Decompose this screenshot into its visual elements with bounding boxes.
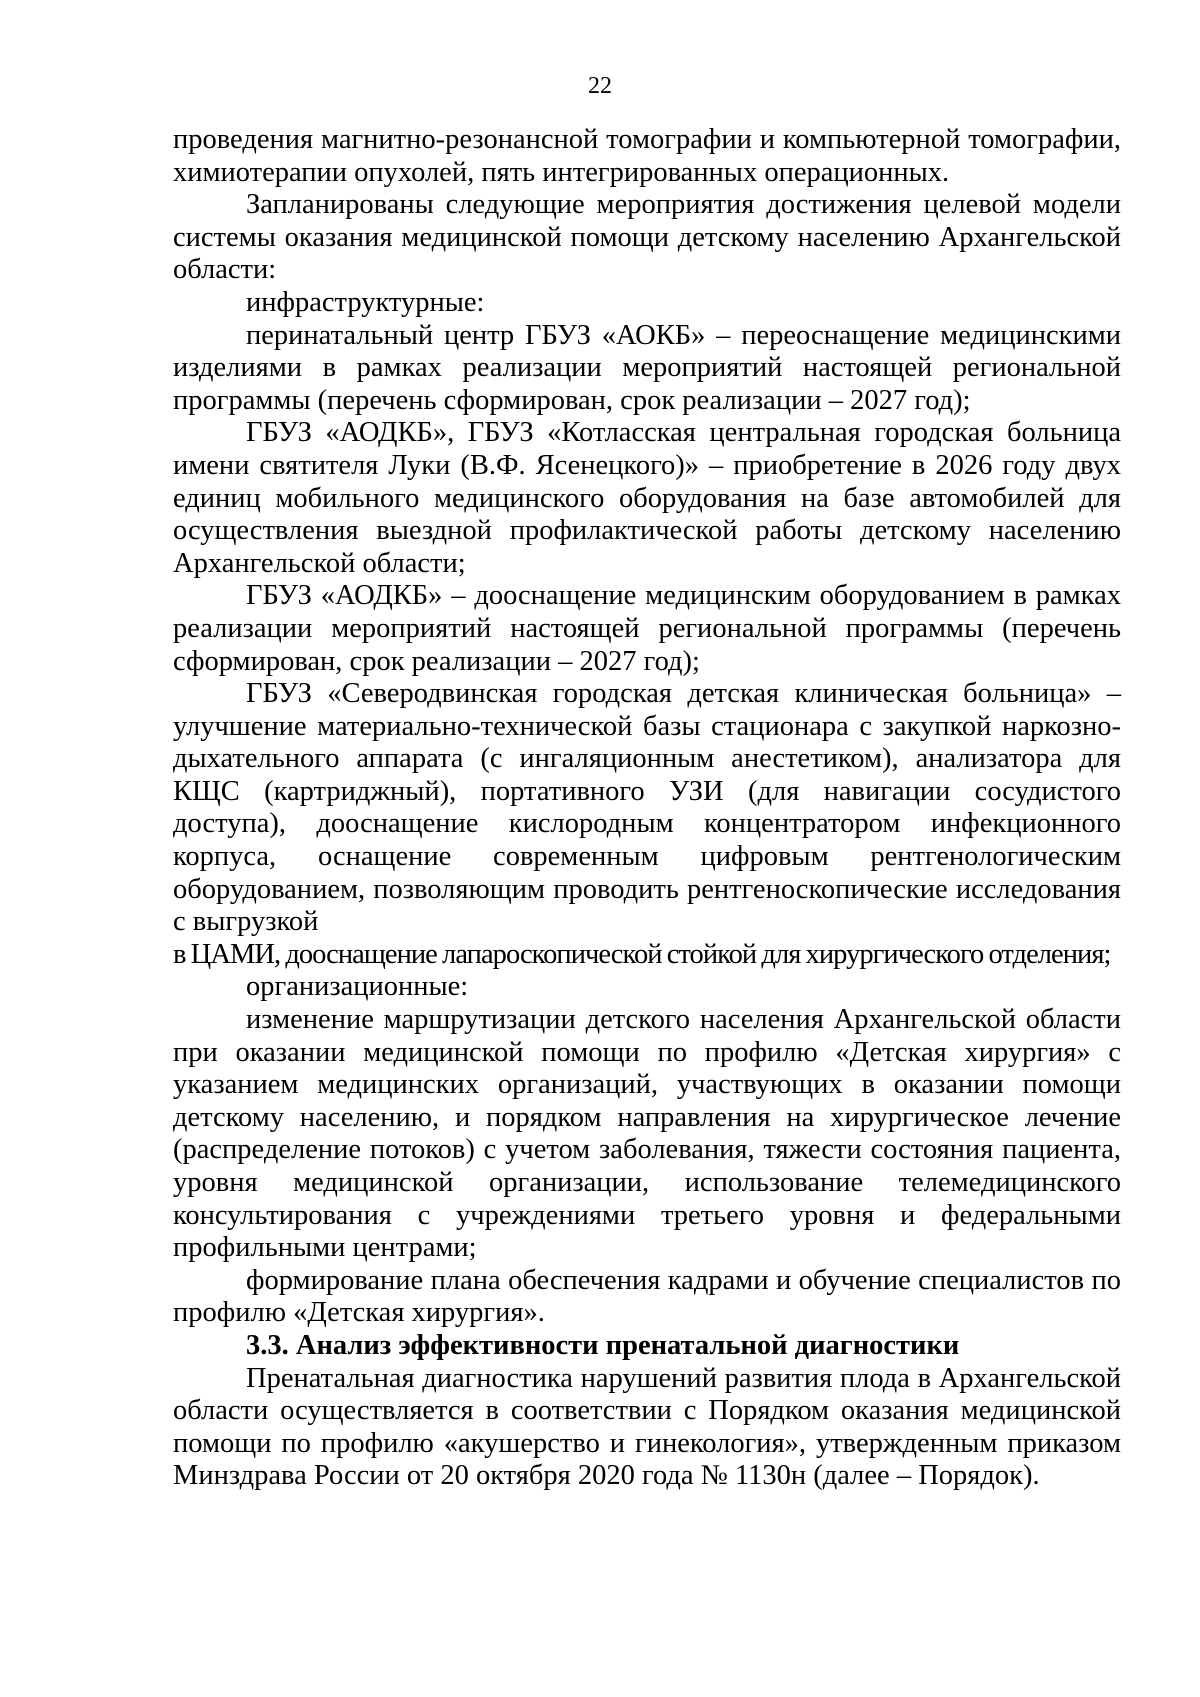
section-heading: 3.3. Анализ эффективности пренатальной диагностики [246, 1329, 960, 1361]
paragraph: ГБУЗ «АОДКБ» – дооснащение медицинским оборудованием в рамках реализации мероприятий настоящей региональной программы (перечень сформирован, срок реализации – 2027 год); [173, 580, 1121, 677]
paragraph: проведения магнитно-резонансной томографии и компьютерной томографии, химиотерапии опухолей, пять интегрированных операционных. [173, 124, 1121, 188]
paragraph: Запланированы следующие мероприятия достижения целевой модели системы оказания медицинской помощи детскому населению Архангельской области: [173, 189, 1121, 286]
paragraph: перинатальный центр ГБУЗ «АОКБ» – переоснащение медицинскими изделиями в рамках реализации мероприятий настоящей региональной программы (перечень сформирован, срок реализации – 2027 год); [173, 319, 1121, 416]
paragraph: ГБУЗ «АОДКБ», ГБУЗ «Котласская центральная городская больница имени святителя Луки (В.Ф. Ясенецкого)» – приобретение в 2026 году двух единиц мобильного медицинского оборудования на базе автомобилей для осуществления выездной профилактической работы детскому населению Архангельской области; [173, 417, 1121, 579]
page-number: 22 [588, 73, 612, 99]
paragraph: в ЦАМИ, дооснащение лапароскопической стойкой для хирургического отделения; [173, 938, 1111, 970]
body-text [173, 124, 1121, 1493]
paragraph: формирование плана обеспечения кадрами и обучение специалистов по профилю «Детская хирургия». [173, 1264, 1121, 1329]
paragraph: организационные: [246, 971, 469, 1003]
paragraph: Пренатальная диагностика нарушений развития плода в Архангельской области осуществляется в соответствии с Порядком оказания медицинской помощи по профилю «акушерство и гинекология», утвержденным приказом Минздрава России от 20 октября 2020 года № 1130н (далее – Порядок). [173, 1362, 1121, 1492]
paragraph: изменение маршрутизации детского населения Архангельской области при оказании медицинской помощи по профилю «Детская хирургия» с указанием медицинских организаций, участвующих в оказании помощи детскому населению, и порядком направления на хирургическое лечение (распределение потоков) с учетом заболевания, тяжести состояния пациента, уровня медицинской организации, использование телемедицинского консультирования с учреждениями третьего уровня и федеральными профильными центрами; [173, 1004, 1121, 1264]
paragraph: инфраструктурные: [246, 286, 485, 318]
paragraph: ГБУЗ «Северодвинская городская детская клиническая больница» – улучшение материально-технической базы стационара с закупкой наркозно-дыхательного аппарата (с ингаляционным анестетиком), анализатора для КЩС (картриджный), портативного УЗИ (для навигации сосудистого доступа), дооснащение кислородным концентратором инфекционного корпуса, оснащение современным цифровым рентгенологическим оборудованием, позволяющим проводить рентгеноскопические исследования с выгрузкой [173, 678, 1121, 938]
